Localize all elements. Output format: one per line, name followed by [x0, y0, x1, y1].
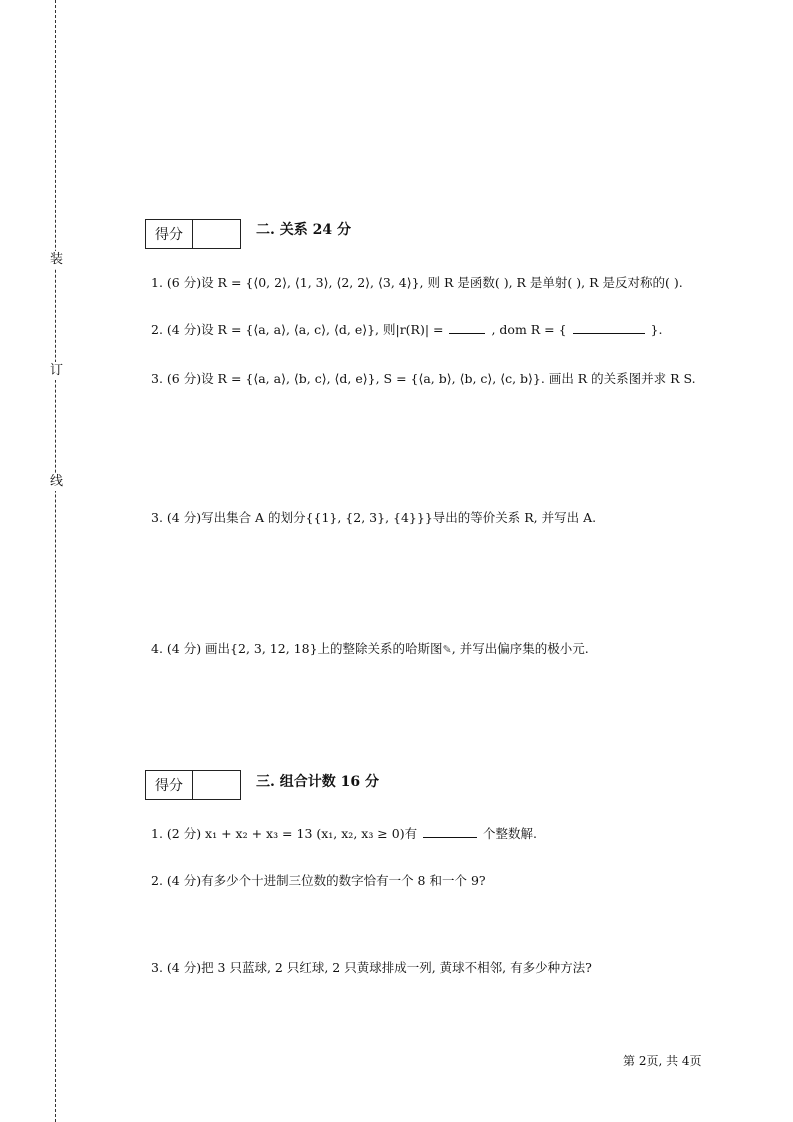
- binding-dashed-line: [55, 0, 56, 1122]
- section2-score-label: 得分: [146, 220, 193, 248]
- section3-question-1-suffix: 个整数解.: [483, 826, 538, 841]
- binding-char-xian: 线: [50, 474, 64, 489]
- answer-blank-integer-solutions[interactable]: [423, 824, 477, 838]
- answer-blank-rR[interactable]: [449, 320, 485, 334]
- section2-title: 二. 关系 24 分: [256, 222, 351, 238]
- section3-question-1: [151, 824, 537, 842]
- section2-question-2-prefix: 2. (4 分)设 R = {⟨a, a⟩, ⟨a, c⟩, ⟨d, e⟩}, 则|r(R)| =: [151, 322, 444, 337]
- pencil-icon: ✎: [442, 643, 452, 656]
- section3-score-value[interactable]: [193, 771, 240, 799]
- section3-question-1-prefix: 1. (2 分) x₁ + x₂ + x₃ = 13 (x₁, x₂, x₃ ≥ 0)有: [151, 826, 418, 841]
- section2-question-5-prefix: 4. (4 分) 画出{2, 3, 12, 18}上的整除关系的哈斯图: [151, 641, 443, 656]
- section2-question-5: [151, 639, 589, 657]
- section2-question-5-suffix: , 并写出偏序集的极小元.: [451, 641, 589, 656]
- section3-title: 三. 组合计数 16 分: [256, 774, 379, 790]
- section2-score-box: [145, 219, 241, 249]
- binding-char-ding: 订: [50, 363, 64, 378]
- section2-question-2-middle: , dom R = {: [491, 322, 567, 337]
- section2-question-3: 3. (6 分)设 R = {⟨a, a⟩, ⟨b, c⟩, ⟨d, e⟩}, S = {⟨a, b⟩, ⟨b, c⟩, ⟨c, b⟩}. 画出 R 的关系图并求 R S.: [151, 371, 696, 386]
- section2-score-value[interactable]: [193, 220, 240, 248]
- section2-question-2: [151, 320, 662, 338]
- binding-char-zhuang: 装: [50, 252, 64, 267]
- answer-blank-domR[interactable]: [573, 320, 645, 334]
- section2-question-1: 1. (6 分)设 R = {⟨0, 2⟩, ⟨1, 3⟩, ⟨2, 2⟩, ⟨3, 4⟩}, 则 R 是函数( ), R 是单射( ), R 是反对称的( ).: [151, 275, 683, 290]
- section2-question-4: 3. (4 分)写出集合 A 的划分{{1}, {2, 3}, {4}}}导出的等价关系 R, 并写出 A.: [151, 510, 597, 525]
- section3-score-box: [145, 770, 241, 800]
- section3-question-2: 2. (4 分)有多少个十进制三位数的数字恰有一个 8 和一个 9?: [151, 873, 486, 888]
- page-footer: 第 2页, 共 4页: [623, 1054, 702, 1068]
- section3-question-3: 3. (4 分)把 3 只蓝球, 2 只红球, 2 只黄球排成一列, 黄球不相邻, 有多少种方法?: [151, 960, 592, 975]
- section3-score-label: 得分: [146, 771, 193, 799]
- section2-question-2-suffix: }.: [650, 322, 663, 337]
